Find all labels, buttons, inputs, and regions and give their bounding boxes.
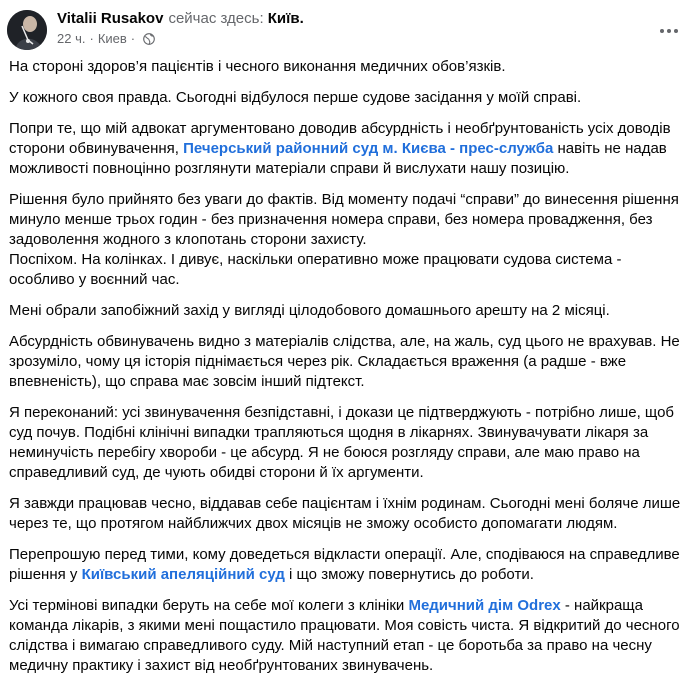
avatar-photo-icon: [7, 10, 47, 50]
meta-separator: ·: [89, 31, 94, 46]
checkin-period: .: [299, 10, 304, 27]
author-line: [57, 10, 304, 28]
post-text: [9, 57, 689, 687]
post-header: [0, 0, 694, 56]
page-link-odrex[interactable]: Медичний дім Odrex: [408, 597, 561, 614]
globe-icon[interactable]: [143, 33, 155, 45]
checkin-text: сейчас здесь:: [168, 10, 264, 27]
paragraph: Я переконаний: усі звинувачення безпідставні, і докази це підтверджують - потрібно лише, щоб суд почув. Подібні клінічні випадки трапляються щодня в лікарнях. Звинувачувати лікаря за неминучість перебігу хвороби - це абсурд. Я не боюся розгляду справи, але маю право на справедливий суд, де чують обидві сторони й їх аргументи.: [9, 404, 675, 481]
author-name[interactable]: Vitalii Rusakov: [57, 10, 164, 27]
paragraph: У кожного своя правда. Сьогодні відбулося перше судове засідання у моїй справі.: [9, 89, 582, 106]
meta-separator: ·: [130, 31, 136, 46]
paragraph-text: навіть не надав можливості повноцінно розглянути матеріали справи й вислухати нашу позицію.: [9, 140, 667, 177]
paragraph-text: і що зможу повернутись до роботи.: [284, 566, 534, 583]
page-link-kyiv-appeal-court[interactable]: Київський апеляційний суд: [81, 566, 285, 583]
checkin-place[interactable]: Київ: [267, 10, 300, 27]
paragraph-text: Усі термінові випадки беруть на себе мої колеги з клініки: [9, 597, 409, 614]
paragraph: [9, 119, 689, 179]
more-options-icon: [660, 29, 664, 33]
paragraph: Мені обрали запобіжний захід у вигляді цілодобового домашнього арешту на 2 місяці.: [9, 302, 610, 319]
paragraph: Я завжди працював чесно, віддавав себе пацієнтам і їхнім родинам. Сьогодні мені боляче лише через те, що протягом найближчих двох місяців не зможу особисто допомагати людям.: [9, 495, 681, 532]
paragraph: [9, 545, 689, 585]
more-options-dot: [674, 29, 678, 33]
page-link-pechersk-court[interactable]: Печерський районний суд м. Києва - прес-служба: [183, 140, 554, 157]
more-options-dot: [667, 29, 671, 33]
paragraph: На стороні здоров’я пацієнтів і чесного виконання медичних обов’язків.: [9, 58, 506, 75]
paragraph-text: Попри те, що мій адвокат аргументовано доводив абсурдність і необґрунтованість усіх доводів сторони обвинувачення,: [9, 120, 671, 157]
more-options-button[interactable]: [651, 13, 687, 49]
paragraph: Абсурдність обвинувачень видно з матеріалів слідства, але, на жаль, суд цього не врахував. Не зрозуміло, чому ця історія піднімається через рік. Складається враження (а радше - вже впевненість), що справа має зовсім інший підтекст.: [9, 333, 680, 390]
paragraph-text: - найкраща команда лікарів, з якими мені пощастило працювати. Моя совість чиста. Я відкритий до чесного слідства і вимагаю справедливого суду. Мій наступний етап - це боротьба за право на чесну медичну практику і захист від необґрунтованих звинувачень.: [9, 597, 680, 674]
paragraph: [9, 596, 689, 676]
paragraph-text: Перепрошую перед тими, кому доведеться відкласти операції. Але, сподіваюся на справедливе рішення у: [9, 546, 680, 583]
post-location[interactable]: Киев: [97, 31, 127, 46]
paragraph: Поспіхом. На колінках. І дивує, наскільки оперативно може працювати судова система - особливо у воєнний час.: [9, 251, 622, 288]
post-meta: [57, 31, 155, 47]
post-time[interactable]: 22 ч.: [57, 31, 86, 46]
paragraph: Рішення було прийнято без уваги до фактів. Від моменту подачі “справи” до винесення рішення минуло менше трьох годин - без призначення номера справи, без номера провадження, без задоволення жодного з клопотань сторони захисту.: [9, 191, 679, 248]
author-avatar[interactable]: [7, 10, 47, 50]
